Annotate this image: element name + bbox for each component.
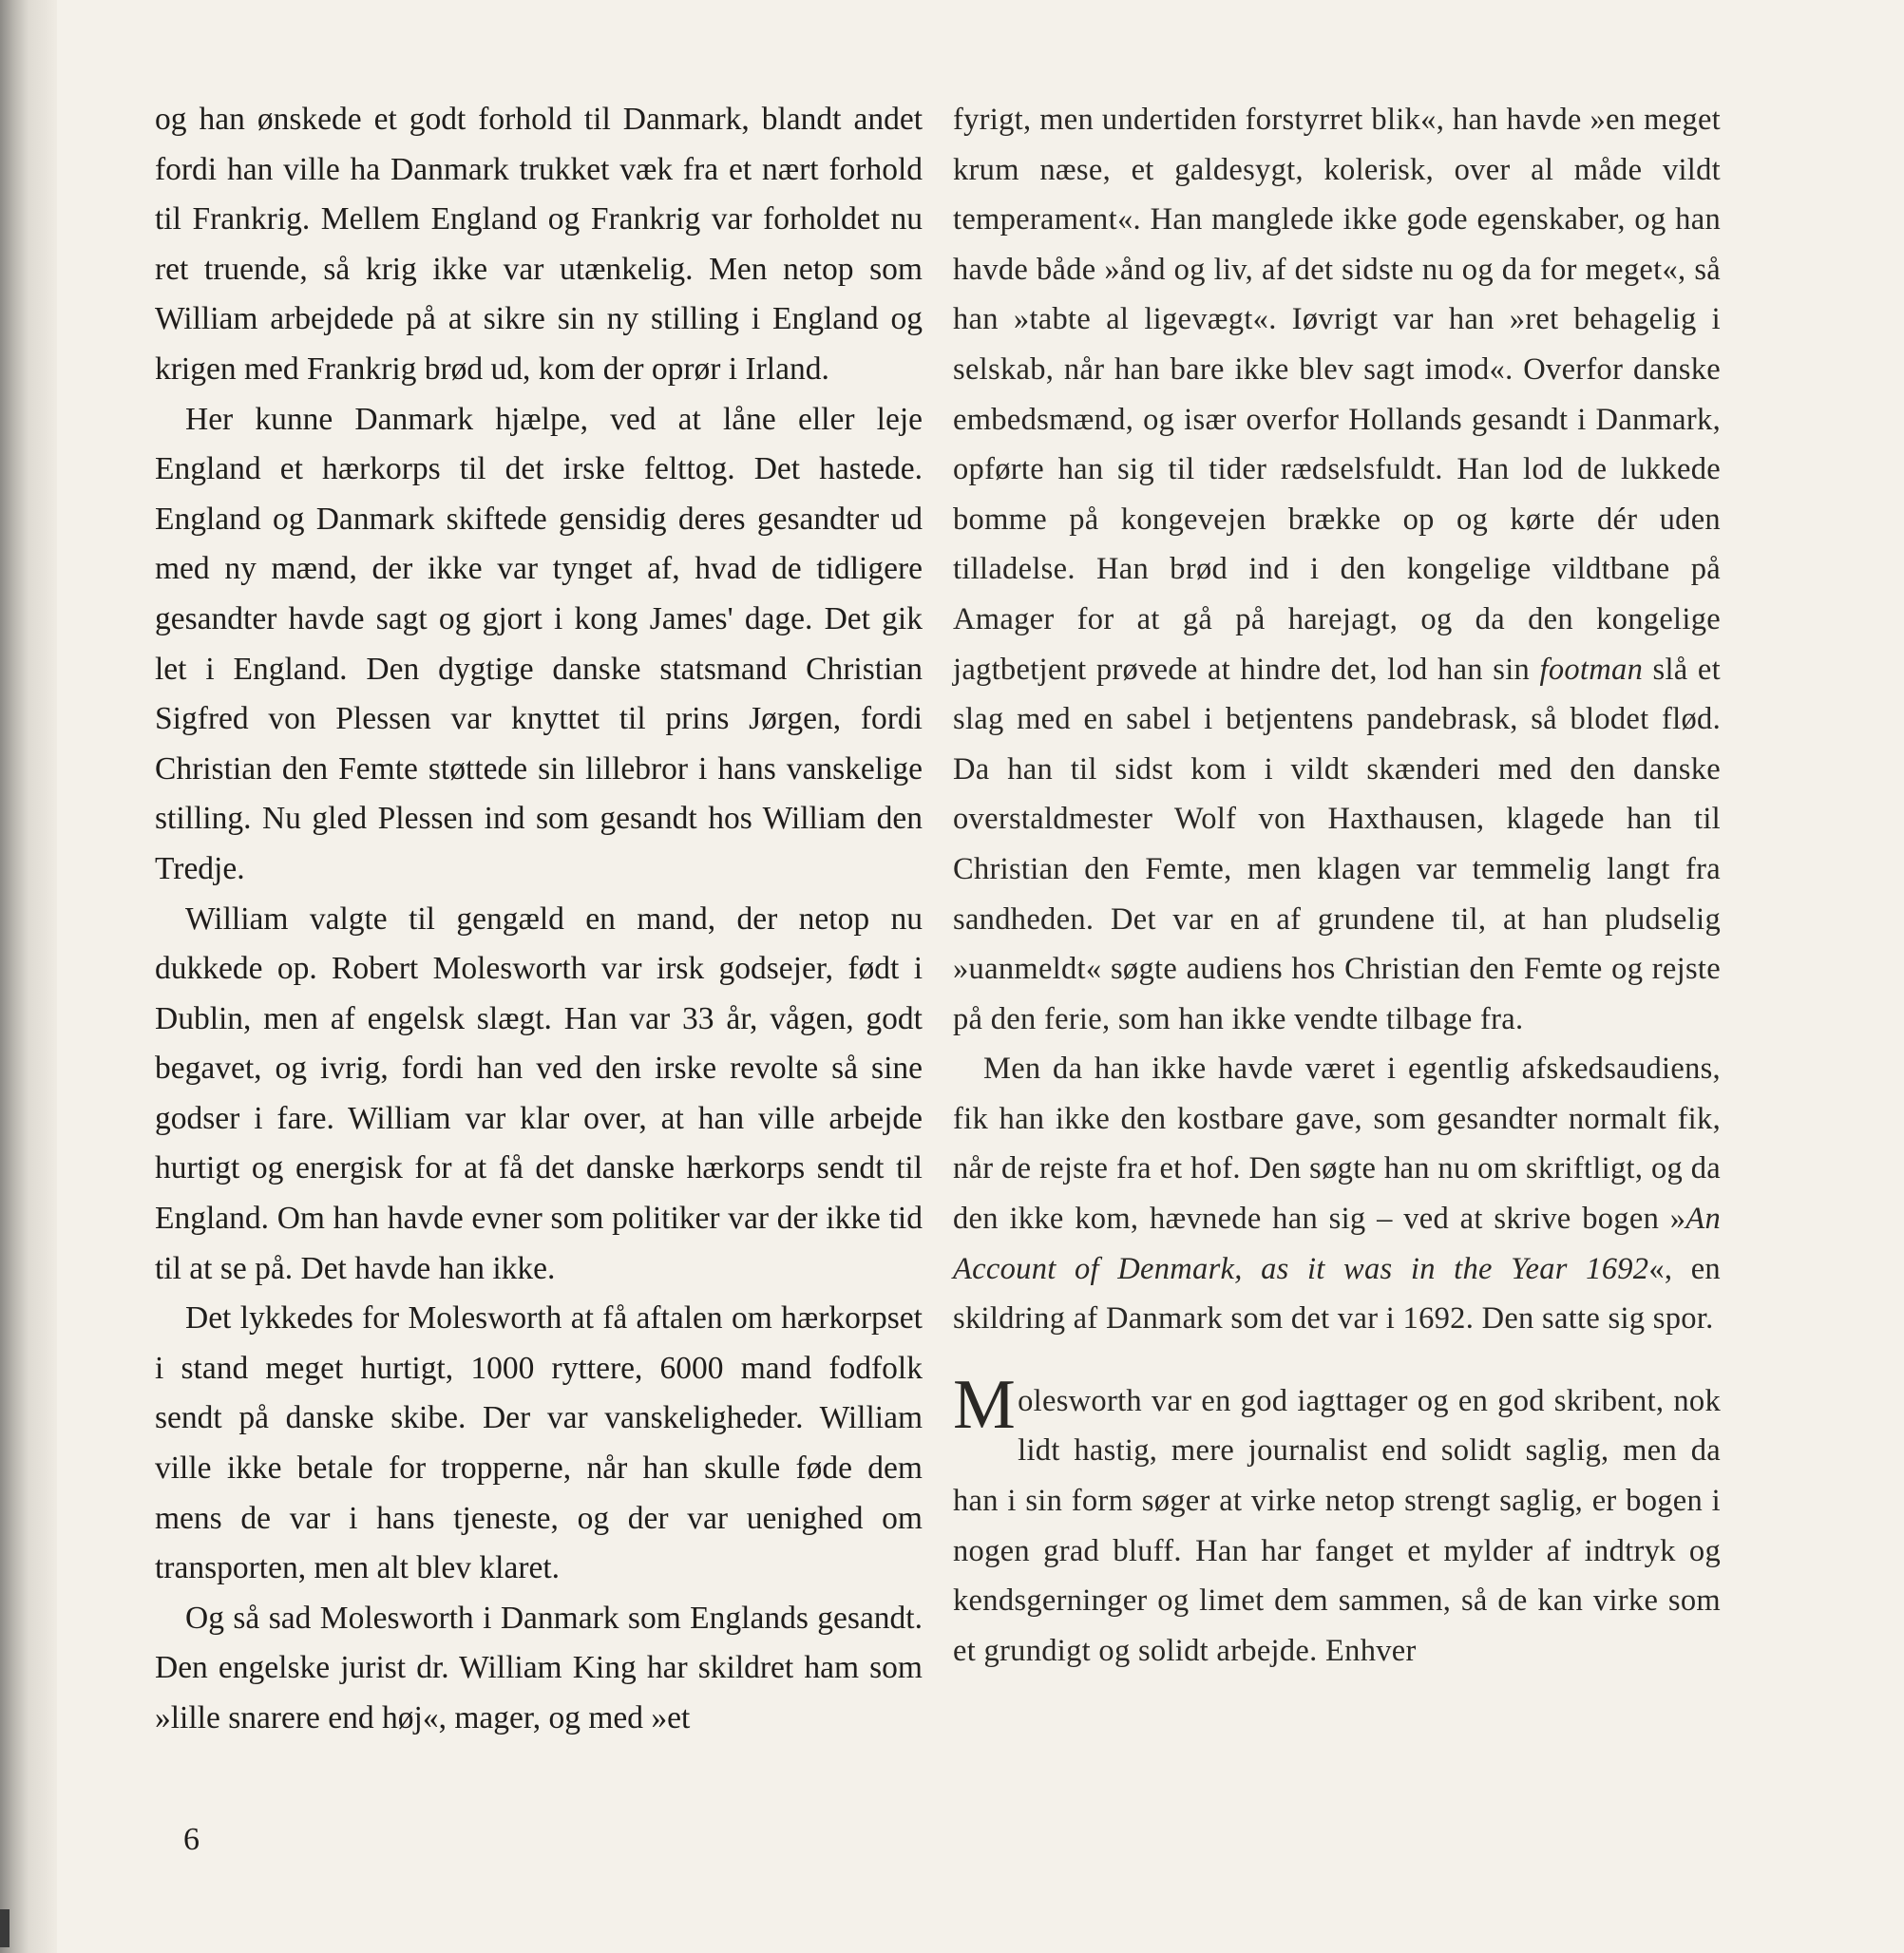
left-paragraph-2: Her kunne Danmark hjælpe, ved at låne eller leje England et hærkorps til det irske felttog. Det hastede. England og Danmark skiftede gensidig deres gesandter ud med ny mænd, der ikke var tynget af, hvad de tidligere gesandter havde sagt og gjort i kong James' dage. Det gik let i England. Den dygtige danske statsmand Christian Sigfred von Plessen var knyttet til prins Jørgen, fordi Christian den Femte støttede sin lillebror i hans vanskelige stilling. Nu gled Plessen ind som gesandt hos William den Tredje.: [155, 401, 923, 886]
section-gap: [953, 1344, 1721, 1376]
dropcap: M: [953, 1365, 1017, 1444]
page-number: 6: [183, 1822, 200, 1857]
left-paragraph-4: Det lykkedes for Molesworth at få aftalen om hærkorpset i stand meget hurtigt, 1000 ryttere, 6000 mand fodfolk sendt på danske skibe. Der var vanskeligheder. William ville ikke betale for tropperne, når han skulle føde dem mens de var i hans tjeneste, og der var uenighed om transporten, men alt blev klaret.: [155, 1300, 923, 1586]
right-paragraph-1-italic: footman: [1539, 652, 1644, 687]
right-paragraph-2-italic: An Account of Denmark, as it was in the Year 1692: [953, 1202, 1721, 1286]
right-paragraph-3: [953, 1365, 1721, 1677]
right-paragraph-2-text: Men da han ikke havde været i egentlig afskedsaudiens, fik han ikke den kostbare gave, som gesandter normalt fik, når de rejste fra et hof. Den søgte han nu om skriftligt, og da den ikke kom, hævnede han sig – ved at skrive bogen »: [953, 1052, 1721, 1237]
left-column: [155, 95, 923, 1744]
book-spine-shadow: [0, 0, 57, 1953]
right-paragraph-2-end: «, en skildring af Danmark som det var i 1692. Den satte sig spor.: [953, 1251, 1721, 1337]
left-paragraph-3: William valgte til gengæld en mand, der netop nu dukkede op. Robert Molesworth var irsk godsejer, født i Dublin, men af engelsk slægt. Han var 33 år, vågen, godt begavet, og ivrig, fordi han ved den irske revolte så sine godser i fare. William var klar over, at han ville arbejde hurtigt og energisk for at få det danske hærkorps sendt til England. Om han havde evner som politiker var der ikke tid til at se på. Det havde han ikke.: [155, 901, 923, 1286]
right-paragraph-3-text: olesworth var en god iagttager og en god skribent, nok lidt hastig, mere journalist end solidt saglig, men da han i sin form søger at virke netop strengt saglig, er bogen i nogen grad bluff. Han har fanget et mylder af indtryk og kendsgerninger og limet dem sammen, så de kan virke som et grundigt og solidt arbejde. Enhver: [953, 1383, 1721, 1668]
left-paragraph-5: Og så sad Molesworth i Danmark som Englands gesandt. Den engelske jurist dr. William King har skildret ham som »lille snarere end høj«, mager, og med »et: [155, 1600, 923, 1735]
right-paragraph-1: [953, 95, 1721, 1044]
right-paragraph-2: [953, 1044, 1721, 1344]
spine-mark: [0, 1909, 10, 1947]
right-paragraph-1-end: slå et slag med en sabel i betjentens pandebrask, så blodet flød. Da han til sidst kom i vildt skænderi med den danske overstaldmester Wolf von Haxthausen, klagede han til Christian den Femte, men klagen var temmelig langt fra sandheden. Det var en af grundene til, at han pludselig »uanmeldt« søgte audiens hos Christian den Femte og rejste på den ferie, som han ikke vendte tilbage fra.: [953, 652, 1721, 1036]
right-column: [953, 95, 1721, 1676]
right-paragraph-1-text: fyrigt, men undertiden forstyrret blik«, han havde »en meget krum næse, et galdesygt, kolerisk, over al måde vildt temperament«. Han manglede ikke gode egenskaber, og han havde både »ånd og liv, af det sidste nu og da for meget«, så han »tabte al ligevægt«. Iøvrigt var han »ret behagelig i selskab, når han bare ikke blev sagt imod«. Overfor danske embedsmænd, og især overfor Hollands gesandt i Danmark, opførte han sig til tider rædselsfuldt. Han lod de lukkede bomme på kongevejen brække op og kørte dér uden tilladelse. Han brød ind i den kongelige vildtbane på Amager for at gå på harejagt, og da den kongelige jagtbetjent prøvede at hindre det, lod han sin: [953, 103, 1721, 687]
left-paragraph-1: og han ønskede et godt forhold til Danmark, blandt andet fordi han ville ha Danmark trukket væk fra et nært forhold til Frankrig. Mellem England og Frankrig var forholdet nu ret truende, så krig ikke var utænkelig. Men netop som William arbejdede på at sikre sin ny stilling i England og krigen med Frankrig brød ud, kom der oprør i Irland.: [155, 102, 923, 387]
